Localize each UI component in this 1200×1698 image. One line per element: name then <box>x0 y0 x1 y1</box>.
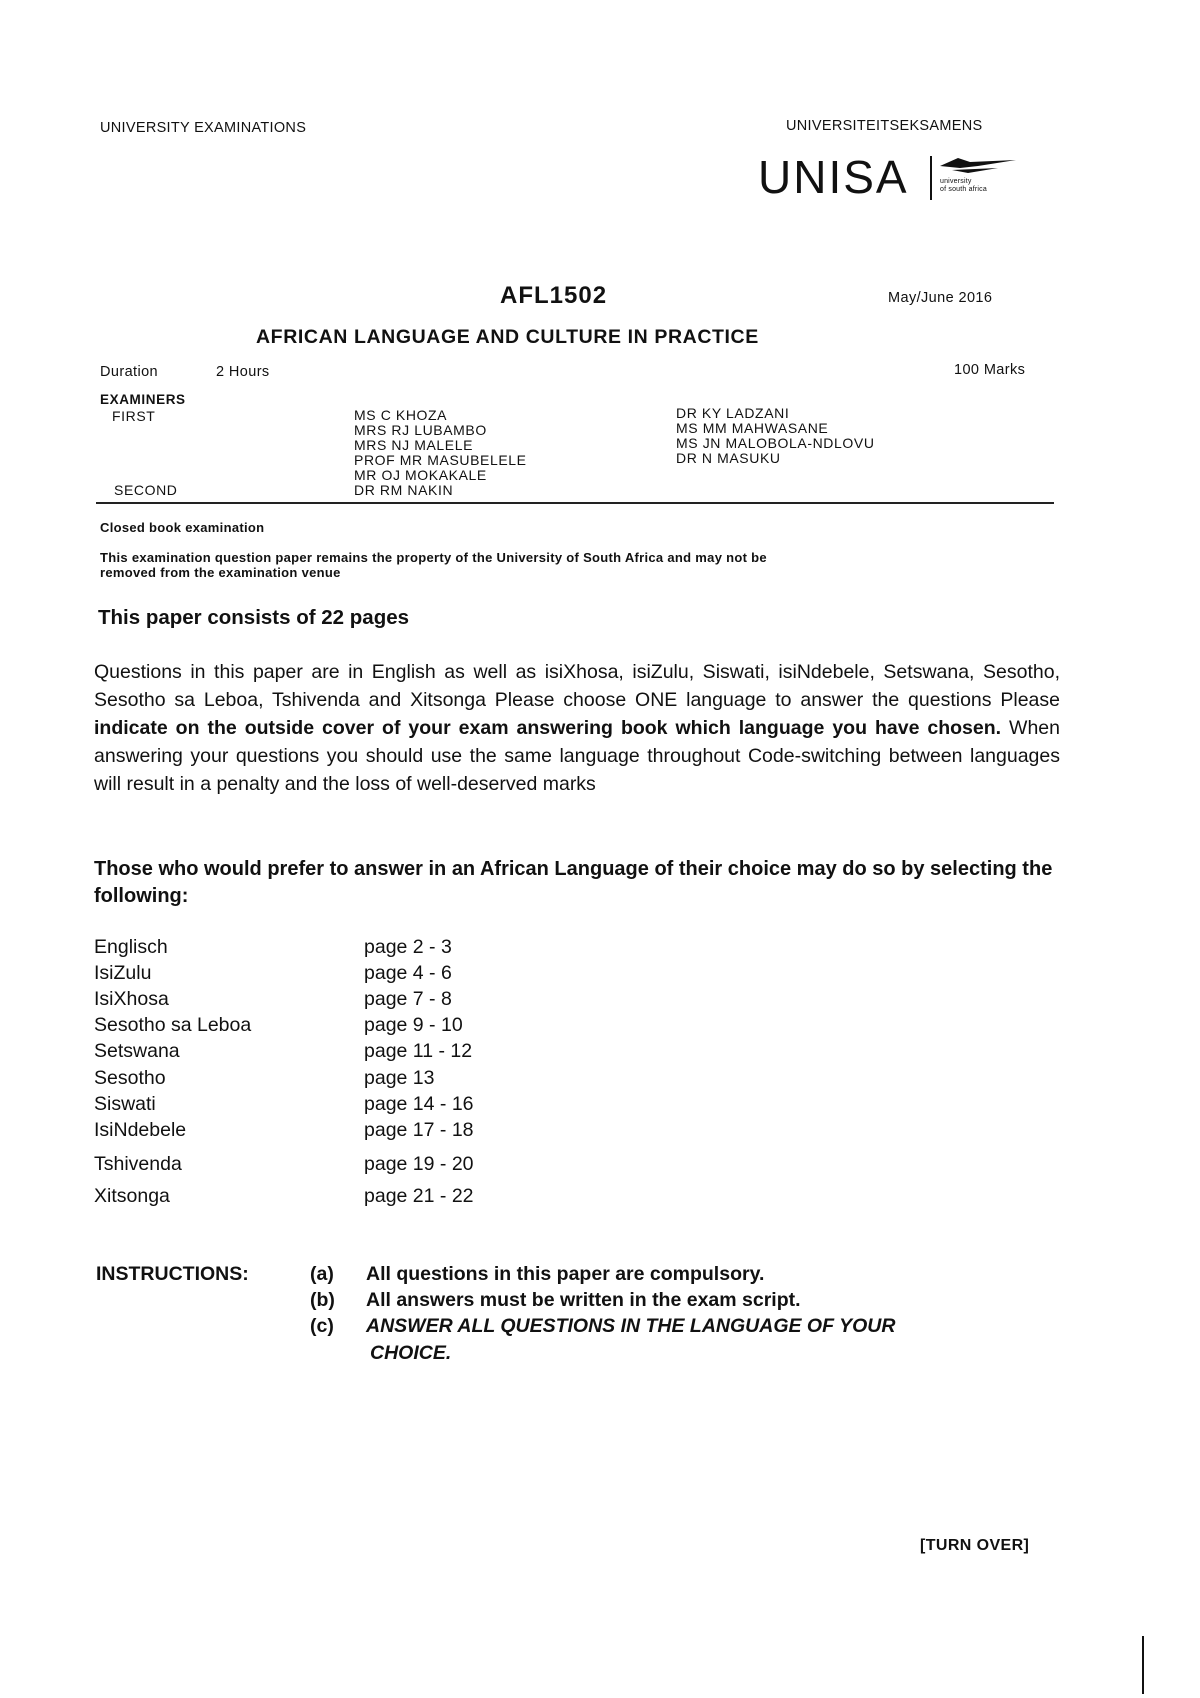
language-name: Tshivenda <box>94 1153 182 1175</box>
logo-divider <box>930 156 932 200</box>
total-marks: 100 Marks <box>954 362 1026 378</box>
language-name: IsiNdebele <box>94 1119 187 1141</box>
course-code: AFL1502 <box>500 282 608 309</box>
header-divider <box>96 502 1054 504</box>
instruction-marker: (b) <box>310 1289 335 1311</box>
examiners-column-1 <box>354 408 527 498</box>
duration-label: Duration <box>100 364 159 380</box>
language-pages: page 21 - 22 <box>364 1185 474 1207</box>
instruction-text: ANSWER ALL QUESTIONS IN THE LANGUAGE OF YOUR <box>366 1315 896 1337</box>
instruction-marker: (c) <box>310 1315 334 1337</box>
examiner-name: DR RM NAKIN <box>354 482 454 498</box>
examiner-name: DR KY LADZANI <box>676 405 790 421</box>
examiner-name: MS C KHOZA <box>354 407 448 423</box>
property-note <box>100 550 1060 580</box>
logo-tagline-1: university <box>940 178 972 185</box>
unisa-logo <box>758 148 1038 208</box>
choice-heading: Those who would prefer to answer in an African Language of their choice may do so by selecting the following: <box>94 858 1053 907</box>
language-name: Siswati <box>94 1093 156 1115</box>
instruction-text: All answers must be written in the exam script. <box>366 1289 801 1311</box>
language-pages: page 4 - 6 <box>364 962 452 984</box>
property-note-line-2: removed from the examination venue <box>100 565 341 580</box>
header-left: UNIVERSITY EXAMINATIONS <box>100 120 307 136</box>
examiners-column-2 <box>676 406 875 466</box>
header-right: UNIVERSITEITSEKSAMENS <box>786 118 983 134</box>
bird-logo-icon <box>938 154 1018 176</box>
language-name: Sesotho sa Leboa <box>94 1014 252 1036</box>
logo-tagline <box>940 178 987 194</box>
exam-session: May/June 2016 <box>888 290 993 306</box>
language-name: IsiXhosa <box>94 988 169 1010</box>
examiner-name: MS JN MALOBOLA-NDLOVU <box>676 435 875 451</box>
language-name: Xitsonga <box>94 1185 170 1207</box>
pages-heading: This paper consists of 22 pages <box>98 606 410 629</box>
examiners-heading: EXAMINERS <box>100 392 186 407</box>
language-pages: page 17 - 18 <box>364 1119 474 1141</box>
examiners-first-label: FIRST <box>112 408 156 424</box>
instruction-marker: (a) <box>310 1263 334 1285</box>
instruction-text-continued: CHOICE. <box>370 1342 452 1364</box>
language-pages: page 14 - 16 <box>364 1093 474 1115</box>
intro-paragraph <box>94 658 1060 798</box>
duration-value: 2 Hours <box>216 364 270 380</box>
language-pages: page 19 - 20 <box>364 1153 474 1175</box>
intro-part-2: When answering your questions you should use the same language throughout Code-switching between languages will result in a penalty and the loss of well-deserved marks <box>94 717 1060 795</box>
examiner-name: MRS RJ LUBAMBO <box>354 422 487 438</box>
language-pages: page 2 - 3 <box>364 936 452 958</box>
language-pages: page 7 - 8 <box>364 988 452 1010</box>
closed-book-note: Closed book examination <box>100 520 265 535</box>
turn-over-note: [TURN OVER] <box>920 1537 1030 1554</box>
language-pages: page 11 - 12 <box>364 1040 473 1062</box>
scan-margin-mark <box>1142 1636 1144 1694</box>
subject-title: AFRICAN LANGUAGE AND CULTURE IN PRACTICE <box>256 326 759 348</box>
intro-bold: indicate on the outside cover of your exam answering book which language you have chosen. <box>94 717 1002 739</box>
language-pages: page 9 - 10 <box>364 1014 463 1036</box>
examiner-name: MR OJ MOKAKALE <box>354 467 487 483</box>
instructions-label: INSTRUCTIONS: <box>96 1263 249 1285</box>
examiner-name: MS MM MAHWASANE <box>676 420 829 436</box>
logo-word: UNISA <box>758 151 909 203</box>
language-name: Englisch <box>94 936 168 958</box>
logo-tagline-2: of south africa <box>940 186 987 193</box>
examiner-name: MRS NJ MALELE <box>354 437 474 453</box>
language-pages: page 13 <box>364 1067 435 1089</box>
instruction-text: All questions in this paper are compulsory. <box>366 1263 765 1285</box>
language-name: IsiZulu <box>94 962 152 984</box>
examiners-second-label: SECOND <box>114 482 178 498</box>
language-name: Sesotho <box>94 1067 166 1089</box>
intro-part-1: Questions in this paper are in English as well as isiXhosa, isiZulu, Siswati, isiNdebele, Setswana, Sesotho, Sesotho sa Leboa, Tshivenda and Xitsonga Please choose ONE language to answer the questions Please <box>94 661 1060 711</box>
examiner-name: PROF MR MASUBELELE <box>354 452 527 468</box>
language-name: Setswana <box>94 1040 180 1062</box>
examiner-name: DR N MASUKU <box>676 450 781 466</box>
property-note-line-1: This examination question paper remains the property of the University of South Africa and may not be <box>100 550 767 565</box>
